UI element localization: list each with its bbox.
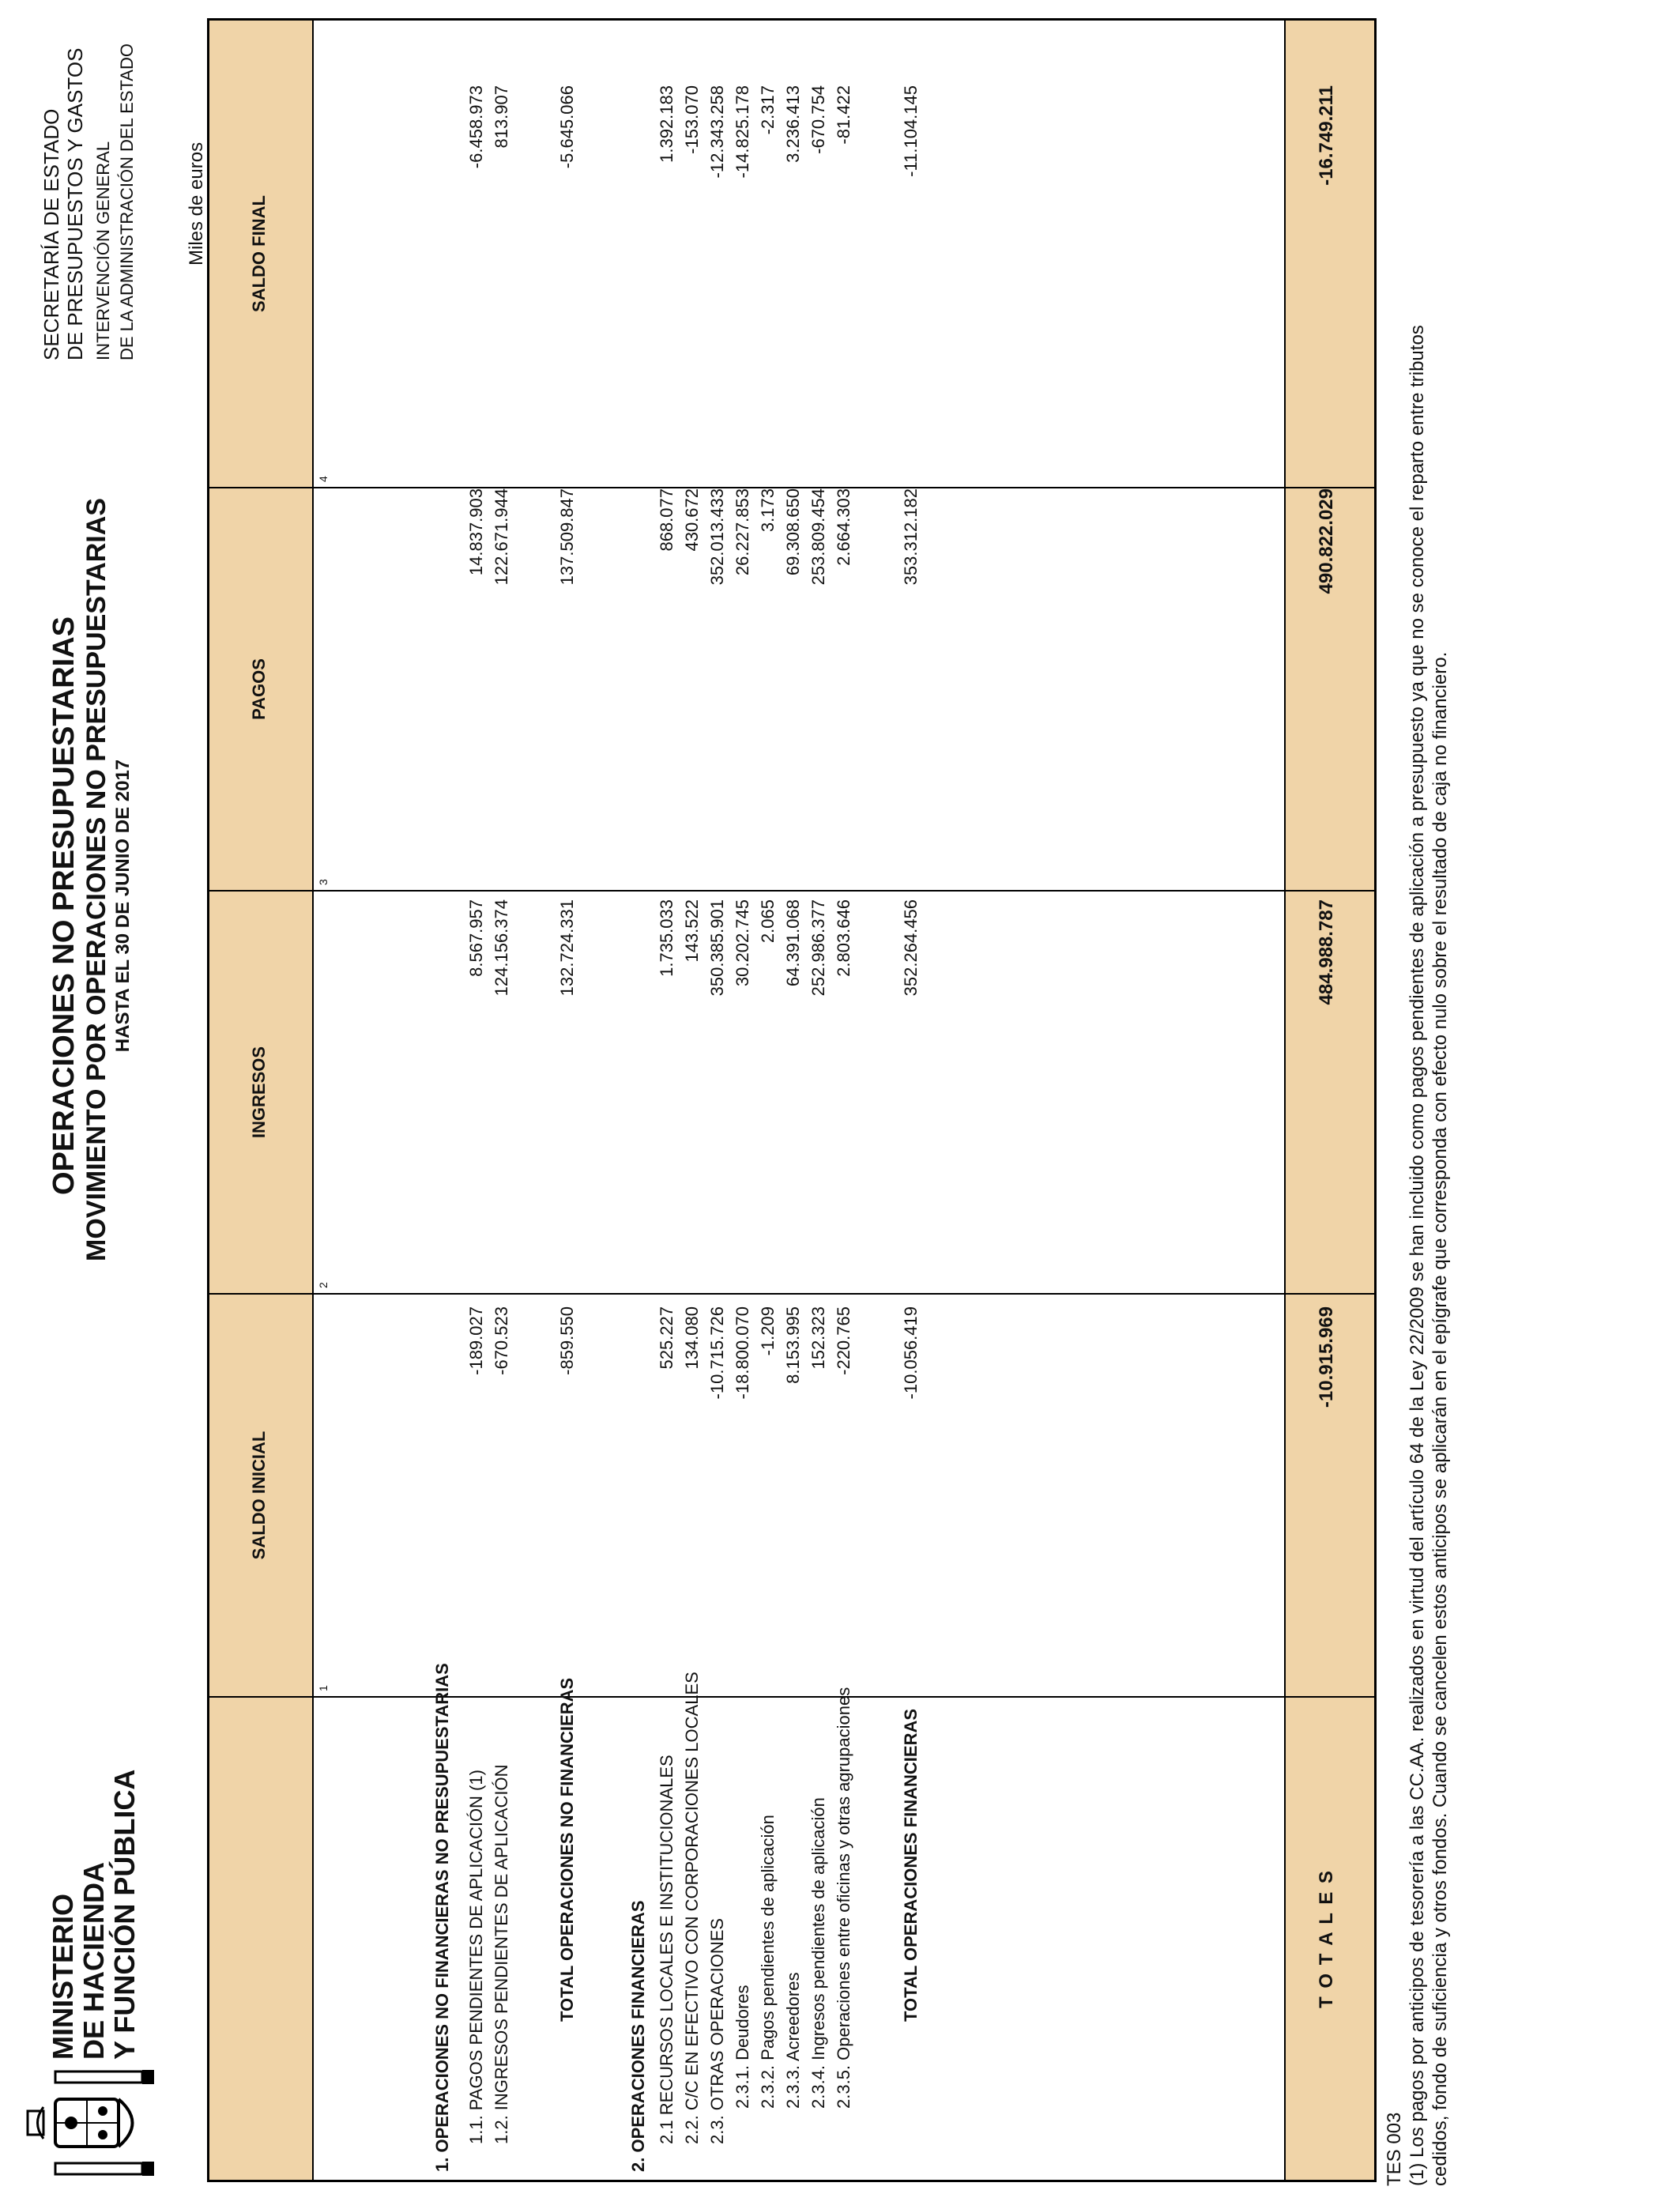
- table-row: 2.3.2. Pagos pendientes de aplicación -1.209 2.065 3.173 -2.317: [758, 85, 778, 2109]
- table-row: 2.2. C/C EN EFECTIVO CON CORPORACIONES LOCALES 134.080 143.522 430.672 -153.070: [682, 85, 702, 2144]
- table-row: 2.3.3. Acreedores 8.153.995 64.391.068 69.308.650 3.236.413: [783, 85, 803, 2109]
- table-row: 2. OPERACIONES FINANCIERAS: [628, 1900, 648, 2172]
- table-row: 2.3. OTRAS OPERACIONES -10.715.726 350.385.901 352.013.433 -12.343.258: [707, 85, 727, 2144]
- table-row: 2.3.5. Operaciones entre oficinas y otras agrupaciones -220.765 2.803.646 2.664.303 -81.422: [834, 85, 853, 2109]
- header-ingresos: INGRESOS: [209, 892, 312, 1293]
- table-row: 1.2. INGRESOS PENDIENTES DE APLICACIÓN -670.523 124.156.374 122.671.944 813.907: [492, 85, 511, 2144]
- table-row: 2.1 RECURSOS LOCALES E INSTITUCIONALES 525.227 1.735.033 868.077 1.392.183: [657, 85, 676, 2144]
- header-saldo-final: SALDO FINAL: [209, 21, 312, 487]
- footnote-line: (1) Los pagos por anticipos de tesorería a las CC.AA. realizados en virtud del artículo 64 de la Ley 22/2009 se han incluido como pagos pendientes de aplicación a presupuesto ya que no se conoce el reparto entre tributos: [1407, 325, 1428, 2186]
- header-divider: [312, 21, 314, 2180]
- totals-row: T O T A L E S -10.915.969 484.988.787 490.822.029 -16.749.211: [1316, 85, 1337, 2008]
- table-row: TOTAL OPERACIONES FINANCIERAS -10.056.419 352.264.456 353.312.182 -11.104.145: [901, 85, 921, 2022]
- table-row: 1.1. PAGOS PENDIENTES DE APLICACIÓN (1) -189.027 8.567.957 14.837.903 -6.458.973: [466, 85, 486, 2144]
- column-number: 4: [317, 476, 330, 482]
- ministry-name: MINISTERIO DE HACIENDA Y FUNCIÓN PÚBLICA: [47, 1769, 141, 2060]
- operations-table: [207, 18, 1377, 2182]
- units-label: Miles de euros: [186, 141, 207, 266]
- header-saldo-inicial: SALDO INICIAL: [209, 1295, 312, 1696]
- column-number: 1: [317, 1685, 330, 1691]
- issuing-body: SECRETARÍA DE ESTADO DE PRESUPUESTOS Y GASTOS INTERVENCIÓN GENERAL DE LA ADMINISTRACIÓN DEL ESTADO: [40, 43, 137, 360]
- table-row: 2.3.4. Ingresos pendientes de aplicación 152.323 252.986.377 253.809.454 -670.754: [808, 85, 828, 2109]
- table-row: 1. OPERACIONES NO FINANCIERAS NO PRESUPUESTARIAS: [432, 1663, 452, 2172]
- report-code: TES 003: [1384, 2112, 1405, 2186]
- header-pagos: PAGOS: [209, 488, 312, 890]
- coat-of-arms-icon: [16, 2064, 166, 2182]
- footnote: [1383, 325, 1452, 2186]
- footnote-line: cedidos, fondo de suficiencia y otros fondos. Cuando se cancelen estos anticipos se aplicarán en el epígrafe que corresponda con efecto nulo sobre el resultado de caja no financiero.: [1430, 651, 1451, 2186]
- column-number: 3: [317, 879, 330, 885]
- report-title: OPERACIONES NO PRESUPUESTARIAS MOVIMIENTO POR OPERACIONES NO PRESUPUESTARIAS HASTA EL 30 DE JUNIO DE 2017: [47, 498, 134, 1261]
- table-row: TOTAL OPERACIONES NO FINANCIERAS -859.550 132.724.331 137.509.847 -5.645.066: [557, 85, 577, 2022]
- header-cell-concept: [209, 1698, 312, 2180]
- column-number: 2: [317, 1282, 330, 1288]
- table-row: 2.3.1. Deudores -18.800.070 30.202.745 26.227.853 -14.825.178: [733, 85, 752, 2109]
